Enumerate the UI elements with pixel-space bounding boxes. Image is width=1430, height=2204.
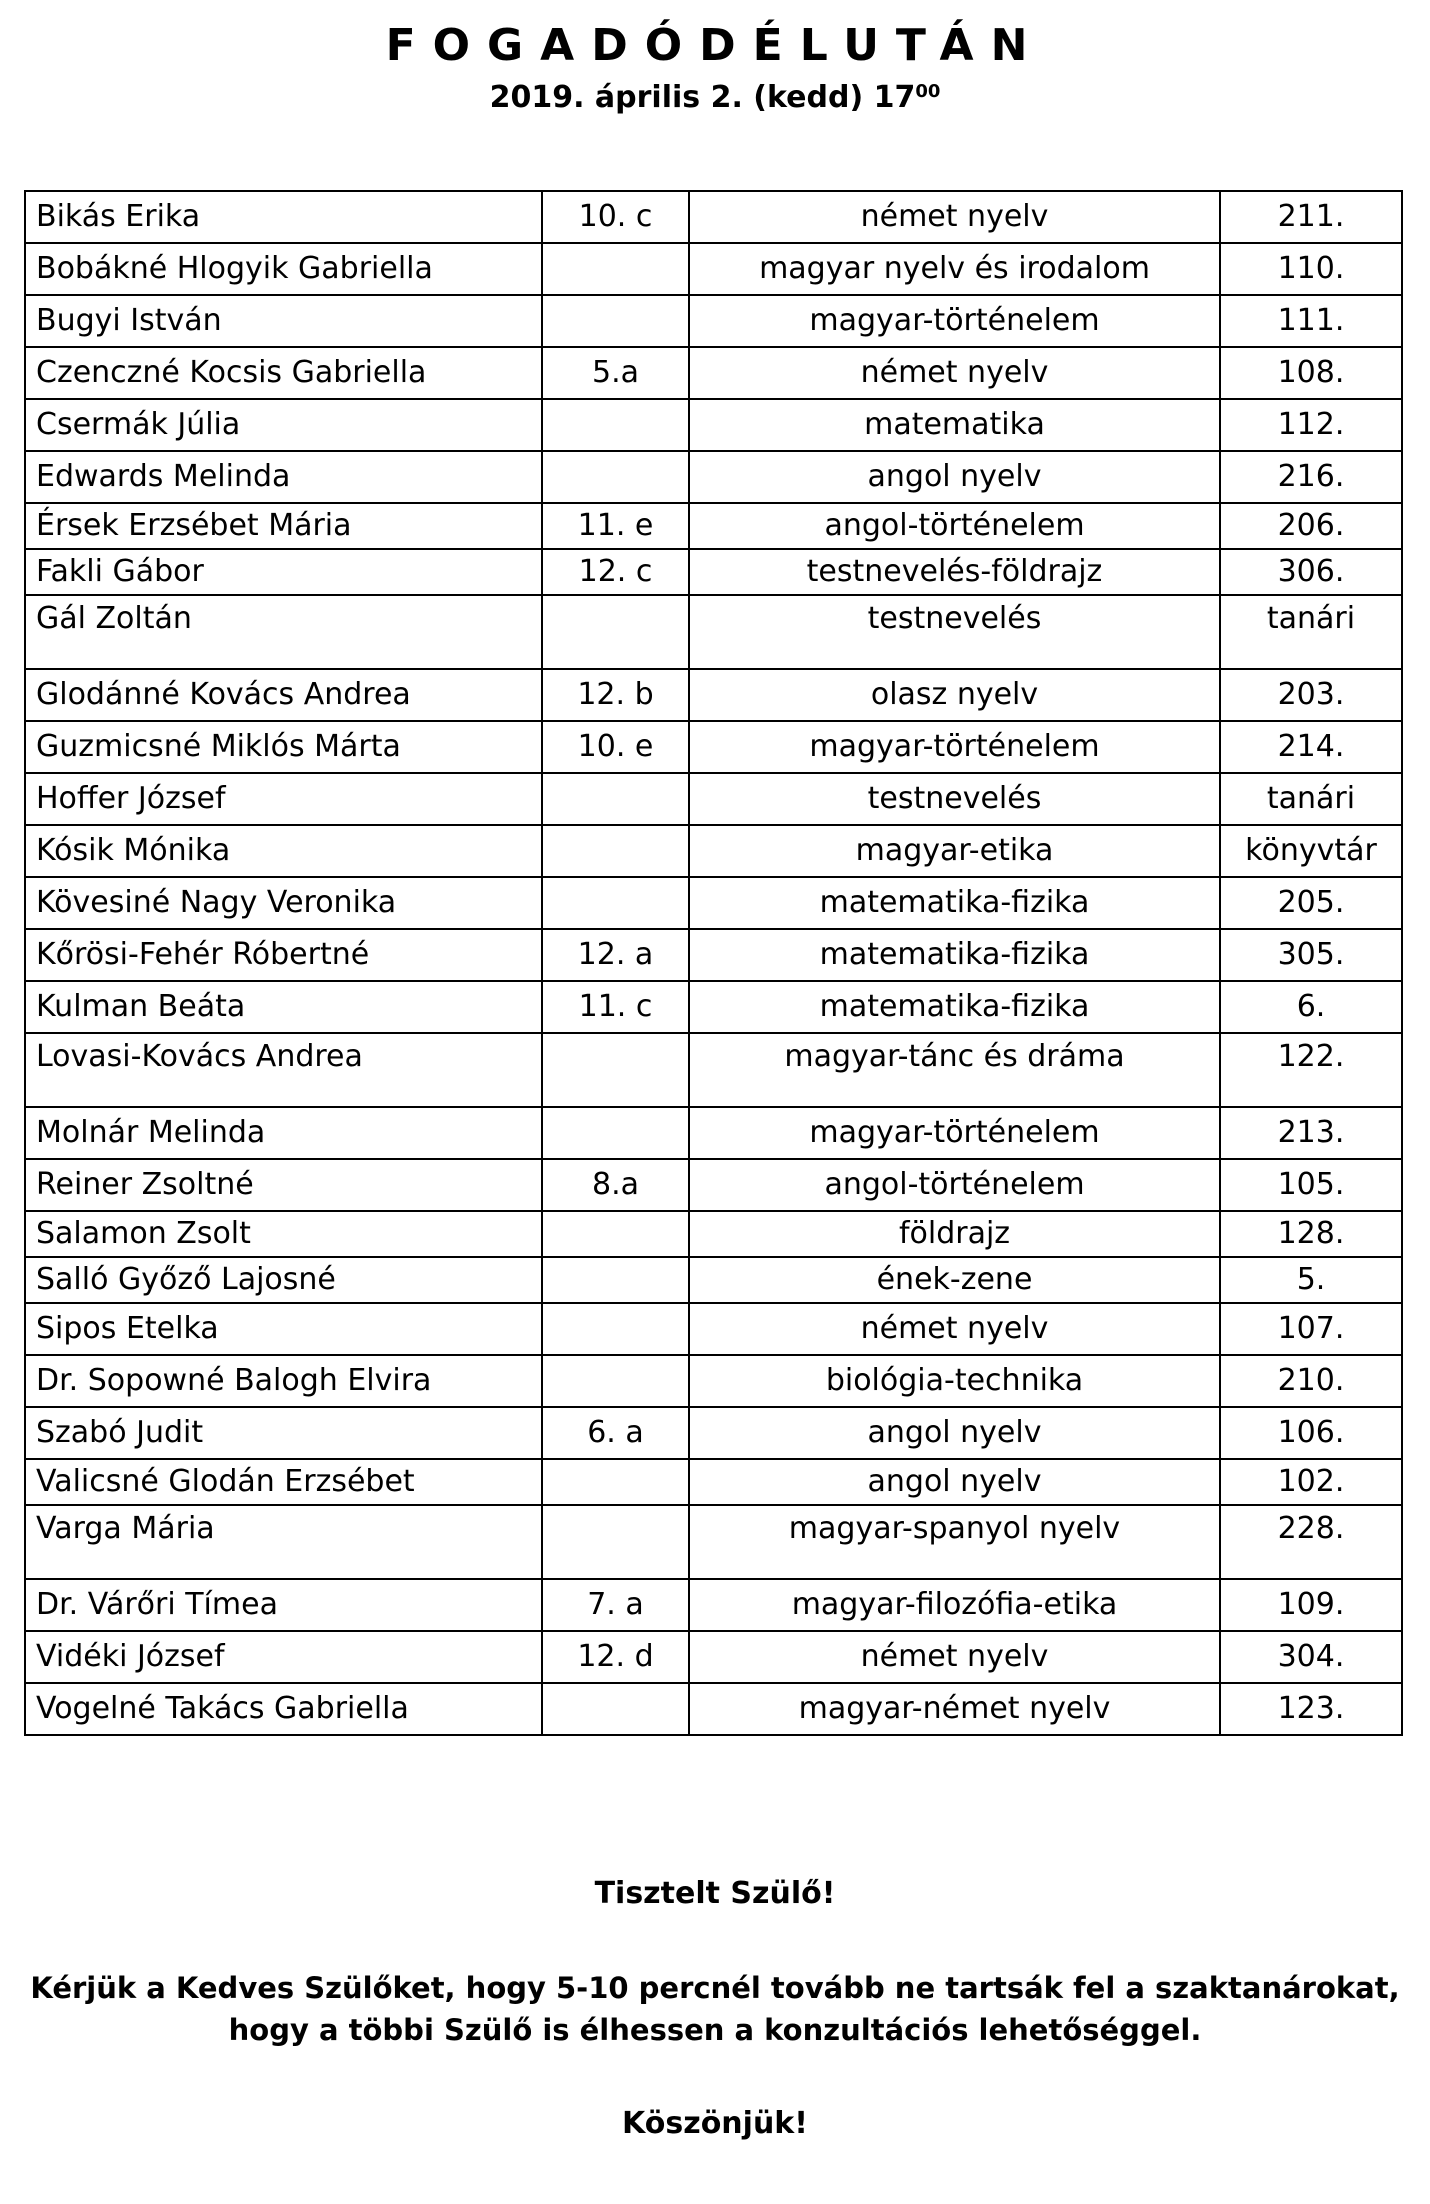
notice-thanks: Köszönjük! <box>622 2106 808 2141</box>
subject-cell: német nyelv <box>689 191 1220 243</box>
subject-cell: magyar-filozófia-etika <box>689 1579 1220 1631</box>
teacher-name-cell: Vidéki József <box>25 1631 542 1683</box>
class-cell: 12. d <box>542 1631 689 1683</box>
subject-cell: matematika-fizika <box>689 877 1220 929</box>
subject-cell: magyar-spanyol nyelv <box>689 1505 1220 1579</box>
table-row <box>25 1579 1402 1631</box>
table-row <box>25 1683 1402 1735</box>
teacher-name-cell: Glodánné Kovács Andrea <box>25 669 542 721</box>
subject-cell: ének-zene <box>689 1257 1220 1303</box>
subject-cell: matematika-fizika <box>689 929 1220 981</box>
event-date <box>0 78 1430 118</box>
teacher-schedule-table <box>24 190 1403 1736</box>
subject-cell: olasz nyelv <box>689 669 1220 721</box>
teacher-name-cell: Hoffer József <box>25 773 542 825</box>
notice-heading: Tisztelt Szülő! <box>594 1876 836 1911</box>
class-cell <box>542 877 689 929</box>
room-cell: könyvtár <box>1220 825 1402 877</box>
table-row <box>25 191 1402 243</box>
class-cell <box>542 1459 689 1505</box>
class-cell <box>542 451 689 503</box>
room-cell: 5. <box>1220 1257 1402 1303</box>
teacher-name-cell: Edwards Melinda <box>25 451 542 503</box>
room-cell: 111. <box>1220 295 1402 347</box>
room-cell: 102. <box>1220 1459 1402 1505</box>
class-cell <box>542 1107 689 1159</box>
table-row <box>25 877 1402 929</box>
class-cell <box>542 295 689 347</box>
subject-cell: testnevelés-földrajz <box>689 549 1220 595</box>
class-cell <box>542 243 689 295</box>
teacher-name-cell: Lovasi-Kovács Andrea <box>25 1033 542 1107</box>
subject-cell: magyar-történelem <box>689 295 1220 347</box>
table-row <box>25 669 1402 721</box>
room-cell: tanári <box>1220 595 1402 669</box>
teacher-name-cell: Érsek Erzsébet Mária <box>25 503 542 549</box>
class-cell: 12. b <box>542 669 689 721</box>
room-cell: 110. <box>1220 243 1402 295</box>
room-cell: 211. <box>1220 191 1402 243</box>
subject-cell: angol nyelv <box>689 1459 1220 1505</box>
room-cell: 123. <box>1220 1683 1402 1735</box>
subject-cell: magyar nyelv és irodalom <box>689 243 1220 295</box>
room-cell: 112. <box>1220 399 1402 451</box>
table-row <box>25 347 1402 399</box>
teacher-name-cell: Bugyi István <box>25 295 542 347</box>
table-row <box>25 721 1402 773</box>
teacher-name-cell: Kőrösi-Fehér Róbertné <box>25 929 542 981</box>
class-cell <box>542 1033 689 1107</box>
subject-cell: matematika <box>689 399 1220 451</box>
table-row <box>25 1631 1402 1683</box>
teacher-name-cell: Kövesiné Nagy Veronika <box>25 877 542 929</box>
table-row <box>25 981 1402 1033</box>
table-row <box>25 595 1402 669</box>
class-cell <box>542 1257 689 1303</box>
table-row <box>25 295 1402 347</box>
room-cell: 205. <box>1220 877 1402 929</box>
table-row <box>25 1159 1402 1211</box>
table-row <box>25 825 1402 877</box>
room-cell: 107. <box>1220 1303 1402 1355</box>
room-cell: tanári <box>1220 773 1402 825</box>
class-cell <box>542 1683 689 1735</box>
teacher-name-cell: Dr. Várőri Tímea <box>25 1579 542 1631</box>
table-row <box>25 243 1402 295</box>
class-cell <box>542 399 689 451</box>
teacher-name-cell: Csermák Júlia <box>25 399 542 451</box>
room-cell: 6. <box>1220 981 1402 1033</box>
teacher-name-cell: Salló Győző Lajosné <box>25 1257 542 1303</box>
teacher-name-cell: Fakli Gábor <box>25 549 542 595</box>
class-cell: 8.a <box>542 1159 689 1211</box>
subject-cell: biológia-technika <box>689 1355 1220 1407</box>
class-cell: 5.a <box>542 347 689 399</box>
class-cell <box>542 1505 689 1579</box>
class-cell <box>542 1211 689 1257</box>
teacher-name-cell: Varga Mária <box>25 1505 542 1579</box>
subject-cell: földrajz <box>689 1211 1220 1257</box>
class-cell <box>542 1303 689 1355</box>
table-row <box>25 1459 1402 1505</box>
class-cell <box>542 825 689 877</box>
teacher-schedule-body <box>25 191 1402 1735</box>
subject-cell: angol-történelem <box>689 1159 1220 1211</box>
teacher-name-cell: Dr. Sopowné Balogh Elvira <box>25 1355 542 1407</box>
room-cell: 213. <box>1220 1107 1402 1159</box>
subject-cell: angol nyelv <box>689 1407 1220 1459</box>
teacher-name-cell: Bikás Erika <box>25 191 542 243</box>
room-cell: 304. <box>1220 1631 1402 1683</box>
teacher-name-cell: Sipos Etelka <box>25 1303 542 1355</box>
subject-cell: magyar-német nyelv <box>689 1683 1220 1735</box>
subject-cell: matematika-fizika <box>689 981 1220 1033</box>
room-cell: 122. <box>1220 1033 1402 1107</box>
table-row <box>25 1107 1402 1159</box>
subject-cell: magyar-etika <box>689 825 1220 877</box>
table-row <box>25 1033 1402 1107</box>
room-cell: 106. <box>1220 1407 1402 1459</box>
room-cell: 228. <box>1220 1505 1402 1579</box>
teacher-name-cell: Kósik Mónika <box>25 825 542 877</box>
subject-cell: magyar-történelem <box>689 1107 1220 1159</box>
teacher-name-cell: Reiner Zsoltné <box>25 1159 542 1211</box>
room-cell: 214. <box>1220 721 1402 773</box>
table-row <box>25 1211 1402 1257</box>
teacher-name-cell: Valicsné Glodán Erzsébet <box>25 1459 542 1505</box>
table-row <box>25 1257 1402 1303</box>
class-cell: 12. a <box>542 929 689 981</box>
event-date-text: 2019. április 2. (kedd) 17 <box>489 80 916 115</box>
room-cell: 203. <box>1220 669 1402 721</box>
teacher-name-cell: Bobákné Hlogyik Gabriella <box>25 243 542 295</box>
class-cell: 12. c <box>542 549 689 595</box>
subject-cell: angol nyelv <box>689 451 1220 503</box>
room-cell: 108. <box>1220 347 1402 399</box>
subject-cell: német nyelv <box>689 347 1220 399</box>
room-cell: 306. <box>1220 549 1402 595</box>
room-cell: 105. <box>1220 1159 1402 1211</box>
room-cell: 109. <box>1220 1579 1402 1631</box>
teacher-name-cell: Molnár Melinda <box>25 1107 542 1159</box>
class-cell <box>542 773 689 825</box>
room-cell: 305. <box>1220 929 1402 981</box>
subject-cell: német nyelv <box>689 1303 1220 1355</box>
table-row <box>25 1303 1402 1355</box>
event-time-superscript: 00 <box>915 81 941 102</box>
notice-body: Kérjük a Kedves Szülőket, hogy 5-10 percnél tovább ne tartsák fel a szaktanárokat, hogy a többi Szülő is élhessen a konzultációs lehetőséggel. <box>30 1971 1400 2047</box>
room-cell: 210. <box>1220 1355 1402 1407</box>
class-cell: 7. a <box>542 1579 689 1631</box>
teacher-name-cell: Guzmicsné Miklós Márta <box>25 721 542 773</box>
teacher-name-cell: Gál Zoltán <box>25 595 542 669</box>
table-row <box>25 929 1402 981</box>
room-cell: 206. <box>1220 503 1402 549</box>
class-cell <box>542 1355 689 1407</box>
table-row <box>25 1407 1402 1459</box>
class-cell: 10. e <box>542 721 689 773</box>
subject-cell: testnevelés <box>689 773 1220 825</box>
teacher-name-cell: Szabó Judit <box>25 1407 542 1459</box>
table-row <box>25 773 1402 825</box>
class-cell: 11. e <box>542 503 689 549</box>
subject-cell: angol-történelem <box>689 503 1220 549</box>
table-row <box>25 503 1402 549</box>
class-cell <box>542 595 689 669</box>
room-cell: 216. <box>1220 451 1402 503</box>
teacher-name-cell: Kulman Beáta <box>25 981 542 1033</box>
subject-cell: testnevelés <box>689 595 1220 669</box>
table-row <box>25 399 1402 451</box>
subject-cell: magyar-tánc és dráma <box>689 1033 1220 1107</box>
teacher-name-cell: Vogelné Takács Gabriella <box>25 1683 542 1735</box>
class-cell: 6. a <box>542 1407 689 1459</box>
teacher-name-cell: Czenczné Kocsis Gabriella <box>25 347 542 399</box>
class-cell: 11. c <box>542 981 689 1033</box>
subject-cell: német nyelv <box>689 1631 1220 1683</box>
teacher-name-cell: Salamon Zsolt <box>25 1211 542 1257</box>
table-row <box>25 451 1402 503</box>
class-cell: 10. c <box>542 191 689 243</box>
table-row <box>25 1505 1402 1579</box>
subject-cell: magyar-történelem <box>689 721 1220 773</box>
page-title: FOGADÓDÉLUTÁN <box>385 20 1045 71</box>
table-row <box>25 1355 1402 1407</box>
table-row <box>25 549 1402 595</box>
room-cell: 128. <box>1220 1211 1402 1257</box>
